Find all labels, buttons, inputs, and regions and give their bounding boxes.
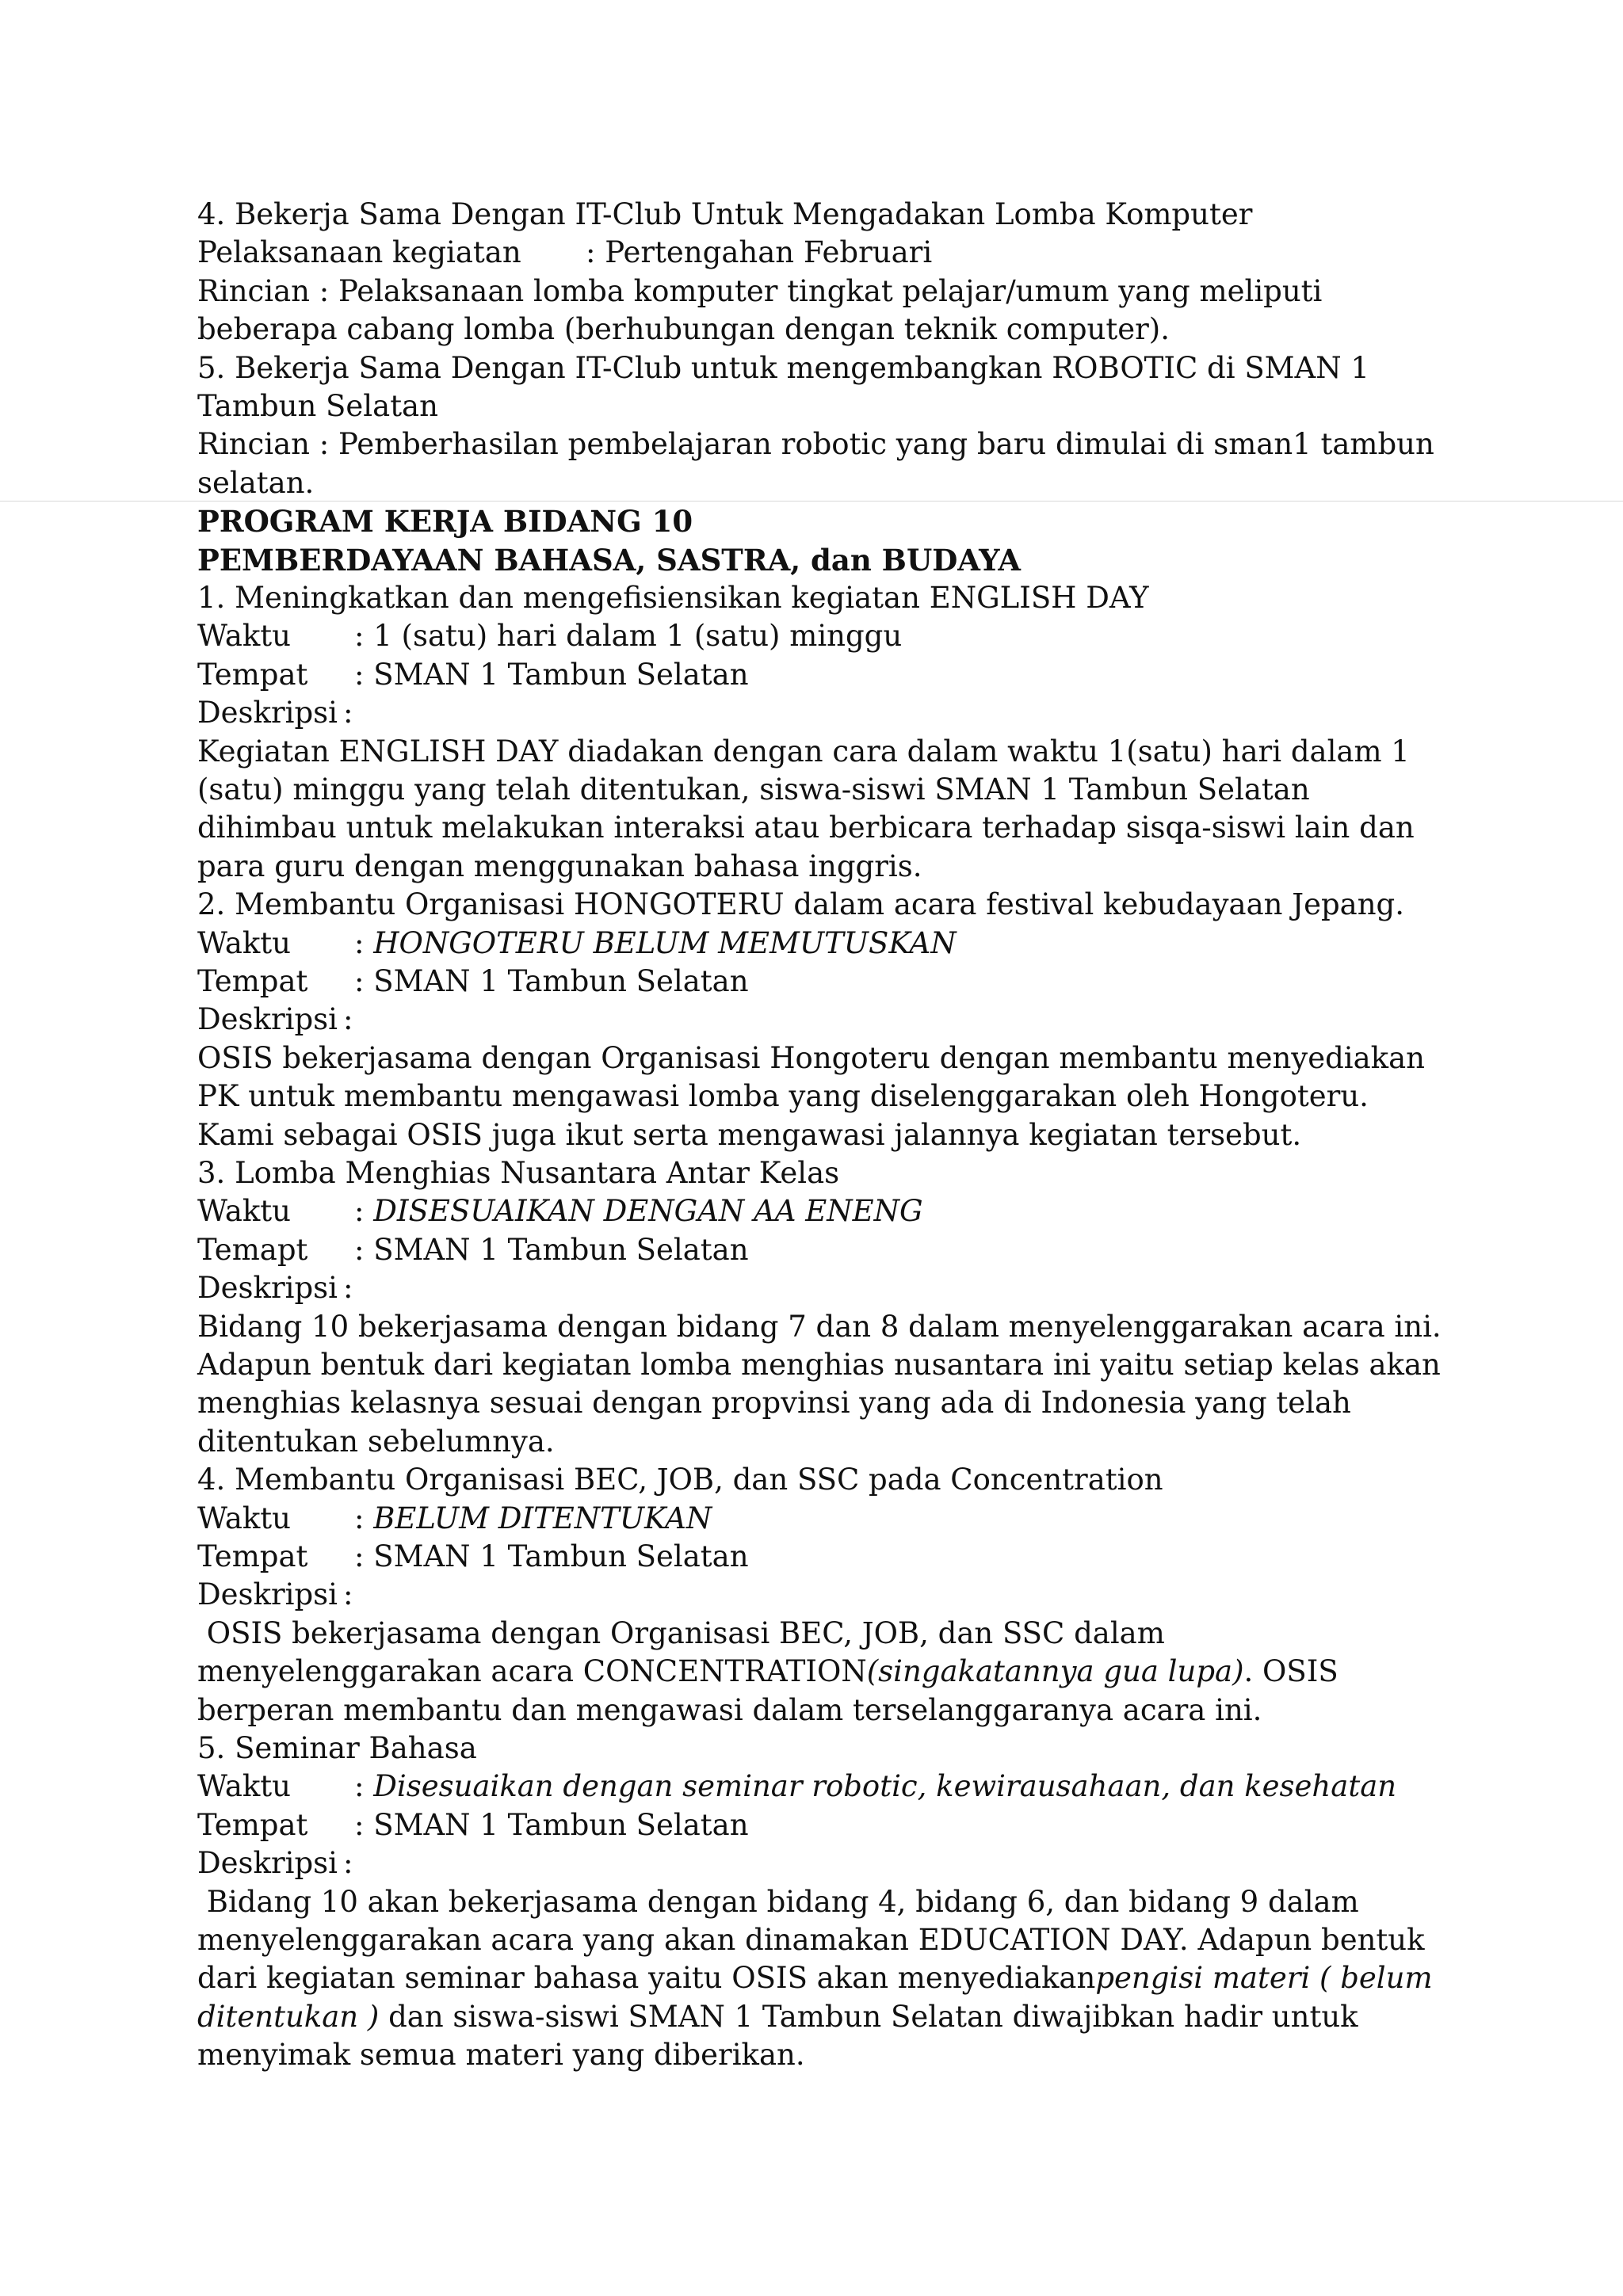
deskripsi-italic: (singakatannya gua lupa) bbox=[866, 1654, 1244, 1689]
tempat-row bbox=[197, 656, 1449, 694]
waktu-label: Waktu bbox=[197, 925, 291, 960]
document-body bbox=[197, 196, 1449, 2075]
tempat-row bbox=[197, 1538, 1449, 1576]
waktu-label: Waktu bbox=[197, 1769, 291, 1804]
deskripsi-text: OSIS bekerjasama dengan Organisasi Hongoteru dengan membantu menyediakan PK untuk membantu mengawasi lomba yang diselenggarakan oleh Hongoteru. Kami sebagai OSIS juga ikut serta mengawasi jalannya kegiatan tersebut. bbox=[197, 1040, 1425, 1152]
waktu-row bbox=[197, 1768, 1449, 1806]
waktu-colon: : bbox=[354, 1769, 374, 1804]
deskripsi-part-a: OSIS bekerjasama dengan Organisasi BEC, JOB, dan SSC dalam menyelenggarakan acara CONCENTRATION bbox=[197, 1615, 1165, 1689]
deskripsi-label: Deskripsi bbox=[197, 1577, 338, 1612]
deskripsi-text: Kegiatan ENGLISH DAY diadakan dengan cara dalam waktu 1(satu) hari dalam 1 (satu) minggu yang telah ditentukan, siswa-siswi SMAN 1 Tambun Selatan dihimbau untuk melakukan interaksi atau berbicara terhadap sisqa-siswi lain dan para guru dengan menggunakan bahasa inggris. bbox=[197, 734, 1415, 883]
program-title: 1. Meningkatkan dan mengefisiensikan kegiatan ENGLISH DAY bbox=[197, 581, 1149, 615]
schedule-value: : Pertengahan Februari bbox=[586, 235, 933, 270]
tempat-label: Tempat bbox=[197, 963, 308, 998]
waktu-value: DISESUAIKAN DENGAN AA ENENG bbox=[373, 1194, 923, 1229]
program-title: 3. Lomba Menghias Nusantara Antar Kelas bbox=[197, 1155, 840, 1190]
tempat-value: : SMAN 1 Tambun Selatan bbox=[354, 1807, 749, 1842]
deskripsi-colon: : bbox=[343, 1846, 353, 1881]
waktu-label: Waktu bbox=[197, 1194, 291, 1229]
tempat-value: : SMAN 1 Tambun Selatan bbox=[354, 1539, 749, 1573]
deskripsi-label: Deskripsi bbox=[197, 1271, 338, 1306]
deskripsi-colon: : bbox=[343, 1002, 353, 1037]
program-title: 4. Membantu Organisasi BEC, JOB, dan SSC pada Concentration bbox=[197, 1463, 1163, 1497]
deskripsi-part-a: Bidang 10 akan bekerjasama dengan bidang 4, bidang 6, dan bidang 9 dalam menyelenggarakan acara yang akan dinamakan EDUCATION DAY. Adapun bentuk dari kegiatan seminar bahasa yaitu OSIS akan menyediakan bbox=[197, 1884, 1425, 1996]
tempat-value: : SMAN 1 Tambun Selatan bbox=[354, 1232, 749, 1267]
section-heading-2: PEMBERDAYAAN BAHASA, SASTRA, dan BUDAYA bbox=[197, 542, 1021, 578]
item4-schedule bbox=[197, 234, 1449, 272]
tempat-value: : SMAN 1 Tambun Selatan bbox=[354, 963, 749, 998]
schedule-label: Pelaksanaan kegiatan bbox=[197, 235, 521, 270]
deskripsi-italic: pengisi materi ( belum ditentukan ) bbox=[197, 1961, 1433, 2034]
deskripsi-text bbox=[197, 1883, 1449, 2075]
waktu-colon: : bbox=[354, 925, 374, 960]
deskripsi-text: Bidang 10 bekerjasama dengan bidang 7 dan 8 dalam menyelenggarakan acara ini. Adapun bentuk dari kegiatan lomba menghias nusantara ini yaitu setiap kelas akan menghias kelasnya sesuai dengan propvinsi yang ada di Indonesia yang telah ditentukan sebelumnya. bbox=[197, 1309, 1442, 1459]
deskripsi-row bbox=[197, 694, 1449, 732]
waktu-value: HONGOTERU BELUM MEMUTUSKAN bbox=[373, 925, 957, 960]
program-title: 5. Seminar Bahasa bbox=[197, 1730, 477, 1765]
tempat-label: Tempat bbox=[197, 1807, 308, 1842]
deskripsi-label: Deskripsi bbox=[197, 696, 338, 730]
deskripsi-row bbox=[197, 1269, 1449, 1307]
tempat-label: Temapt bbox=[197, 1232, 308, 1267]
waktu-row bbox=[197, 1500, 1449, 1538]
tempat-label: Tempat bbox=[197, 657, 308, 692]
item4-title: 4. Bekerja Sama Dengan IT-Club Untuk Mengadakan Lomba Komputer bbox=[197, 197, 1253, 231]
tempat-row bbox=[197, 1231, 1449, 1269]
waktu-value: Disesuaikan dengan seminar robotic, kewirausahaan, dan kesehatan bbox=[373, 1769, 1397, 1804]
tempat-row bbox=[197, 1806, 1449, 1844]
deskripsi-label: Deskripsi bbox=[197, 1002, 338, 1037]
tempat-value: : SMAN 1 Tambun Selatan bbox=[354, 657, 749, 692]
item5-title: 5. Bekerja Sama Dengan IT-Club untuk mengembangkan ROBOTIC di SMAN 1 Tambun Selatan bbox=[197, 350, 1369, 423]
deskripsi-colon: : bbox=[343, 1577, 353, 1612]
deskripsi-row bbox=[197, 1844, 1449, 1882]
waktu-row bbox=[197, 925, 1449, 963]
item5-rincian: Rincian : Pemberhasilan pembelajaran robotic yang baru dimulai di sman1 tambun selatan. bbox=[197, 427, 1434, 500]
waktu-label: Waktu bbox=[197, 1501, 291, 1535]
waktu-colon: : bbox=[354, 1501, 374, 1535]
item4-rincian: Rincian : Pelaksanaan lomba komputer tingkat pelajar/umum yang meliputi beberapa cabang lomba (berhubungan dengan teknik computer). bbox=[197, 273, 1323, 347]
deskripsi-row bbox=[197, 1576, 1449, 1614]
waktu-colon: : bbox=[354, 1194, 374, 1229]
tempat-row bbox=[197, 963, 1449, 1001]
deskripsi-row bbox=[197, 1001, 1449, 1039]
deskripsi-text bbox=[197, 1615, 1449, 1730]
deskripsi-part-b: . OSIS berperan membantu dan mengawasi dalam terselanggaranya acara ini. bbox=[197, 1654, 1338, 1727]
waktu-value: BELUM DITENTUKAN bbox=[373, 1501, 712, 1535]
deskripsi-colon: : bbox=[343, 696, 353, 730]
waktu-row bbox=[197, 617, 1449, 655]
waktu-row bbox=[197, 1192, 1449, 1230]
waktu-value: : 1 (satu) hari dalam 1 (satu) minggu bbox=[354, 619, 903, 654]
program-title: 2. Membantu Organisasi HONGOTERU dalam acara festival kebudayaan Jepang. bbox=[197, 887, 1404, 922]
deskripsi-colon: : bbox=[343, 1271, 353, 1306]
waktu-label: Waktu bbox=[197, 619, 291, 654]
deskripsi-label: Deskripsi bbox=[197, 1846, 338, 1881]
tempat-label: Tempat bbox=[197, 1539, 308, 1573]
deskripsi-part-b: dan siswa-siswi SMAN 1 Tambun Selatan diwajibkan hadir untuk menyimak semua materi yang diberikan. bbox=[197, 1999, 1358, 2073]
section-heading-1: PROGRAM KERJA BIDANG 10 bbox=[197, 504, 693, 540]
